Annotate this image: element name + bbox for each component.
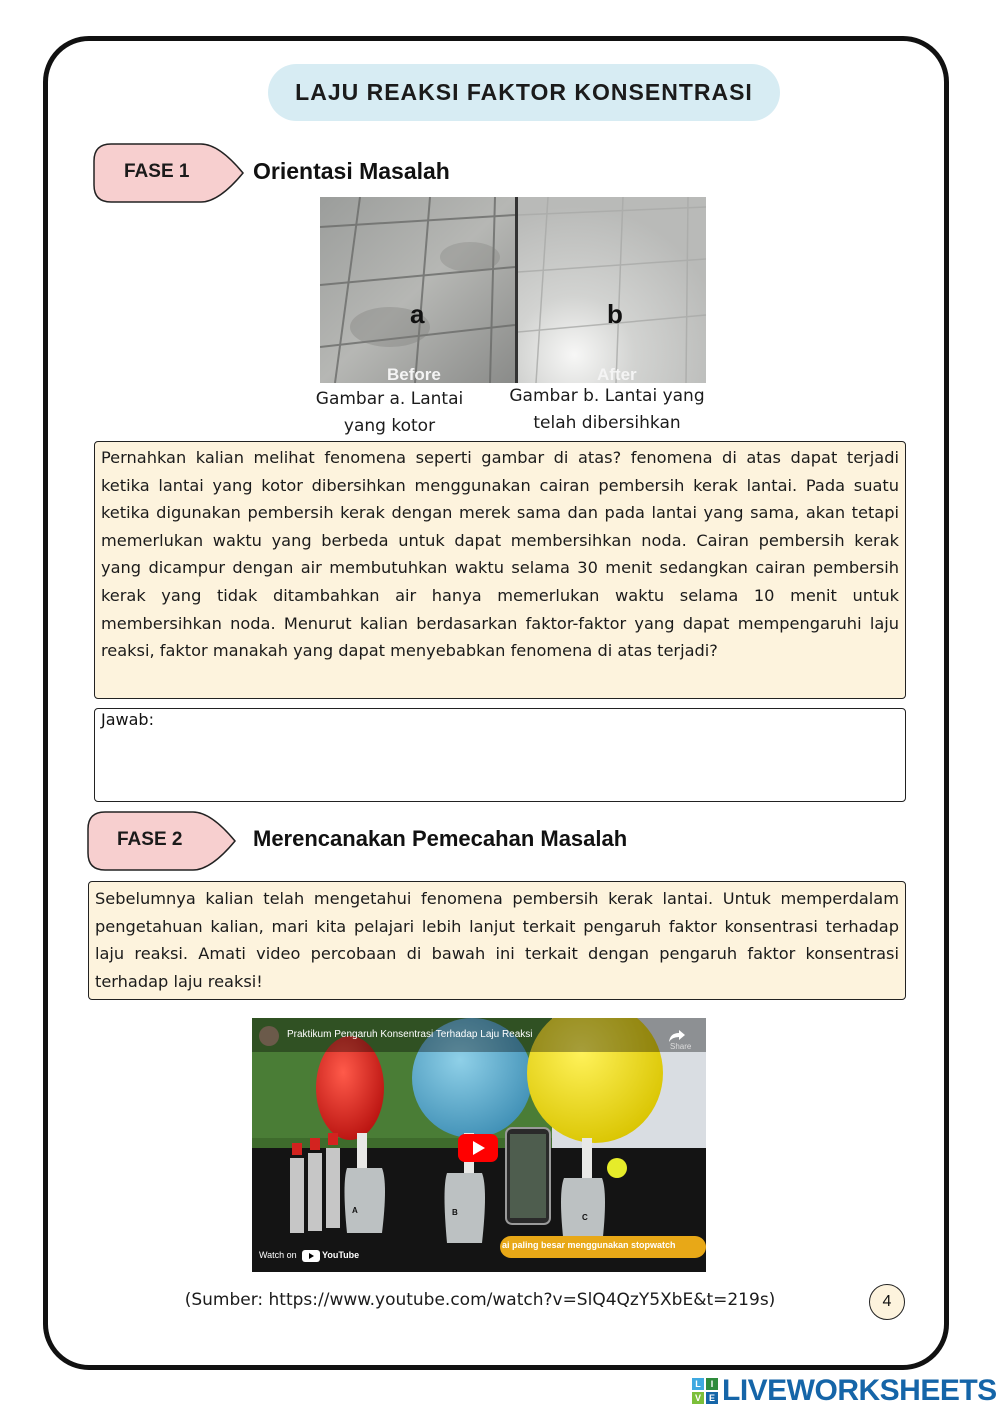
- phase2-badge-label: FASE 2: [117, 829, 183, 850]
- video-title: Praktikum Pengaruh Konsentrasi Terhadap Laju Reaksi: [287, 1029, 533, 1040]
- phase1-problem-text: Pernahkan kalian melihat fenomena seperti gambar di atas? fenomena di atas dapat terjadi ketika lantai yang kotor dibersihkan menggunakan cairan pembersih kerak lantai. Pada suatu ketika digunakan pembersih kerak dengan merek sama dan pada lantai yang sama, akan tetapi memerlukan waktu yang berbeda untuk dapat membersihkan noda. Cairan pembersih kerak yang dicampur dengan air membutuhkan waktu selama 30 menit sedangkan cairan pembersih kerak yang tidak ditambahkan air hanya memerlukan waktu selama 10 menit untuk membersihkan noda. Menurut kalian berdasarkan faktor-faktor yang dapat mempengaruhi laju reaksi, faktor manakah yang dapat menyebabkan fenomena di atas terjadi?: [94, 441, 906, 699]
- after-tag: After: [597, 365, 637, 383]
- page-title: LAJU REAKSI FAKTOR KONSENTRASI: [268, 64, 780, 121]
- brand-letter-l: L: [692, 1378, 704, 1390]
- answer-label: Jawab:: [101, 710, 154, 729]
- photo-label-a: a: [410, 299, 425, 329]
- brand-letter-e: E: [706, 1392, 718, 1404]
- photo-label-b: b: [607, 299, 623, 329]
- video-share[interactable]: Share: [670, 1042, 692, 1051]
- video-source: (Sumber: https://www.youtube.com/watch?v=SlQ4QzY5XbE&t=219s): [184, 1290, 776, 1310]
- floor-before-photo: [320, 197, 515, 383]
- phase1-badge: [93, 143, 245, 201]
- before-tag: Before: [387, 365, 441, 383]
- phase1-badge-label: FASE 1: [124, 161, 190, 182]
- bottle-label-a: A: [352, 1206, 358, 1215]
- bottle-label-c: C: [582, 1213, 588, 1222]
- caption-b: Gambar b. Lantai yang telah dibersihkan: [509, 386, 705, 433]
- bottle-label-b: B: [452, 1208, 458, 1217]
- phase2-title: Merencanakan Pemecahan Masalah: [253, 826, 628, 851]
- phase2-intro-text: Sebelumnya kalian telah mengetahui fenomena pembersih kerak lantai. Untuk memperdalam pengetahuan kalian, mari kita pelajari lebih lanjut terkait pengaruh faktor konsentrasi terhadap laju reaksi. Amati video percobaan di bawah ini terkait dengan pengaruh faktor konsentrasi terhadap laju reaksi!: [88, 881, 906, 1000]
- watch-on-label[interactable]: Watch on: [259, 1250, 297, 1260]
- phase2-badge: [87, 811, 237, 869]
- phase1-title: Orientasi Masalah: [253, 158, 450, 184]
- floor-before-after-image: [320, 197, 706, 383]
- page-number: 4: [869, 1284, 905, 1320]
- floor-after-photo: [518, 197, 706, 383]
- youtube-video-embed[interactable]: [252, 1018, 706, 1272]
- brand-letter-i: I: [706, 1378, 718, 1390]
- caption-a: Gambar a. Lantai yang kotor: [315, 389, 464, 436]
- liveworksheets-logo: [692, 1374, 997, 1408]
- answer-box[interactable]: [94, 708, 906, 802]
- video-subtitle: ai paling besar menggunakan stopwatch: [502, 1240, 676, 1250]
- youtube-label[interactable]: YouTube: [322, 1250, 360, 1260]
- brand-text: LIVEWORKSHEETS: [722, 1374, 997, 1407]
- brand-letter-v: V: [692, 1392, 704, 1404]
- brand-logo-icon: [692, 1378, 718, 1404]
